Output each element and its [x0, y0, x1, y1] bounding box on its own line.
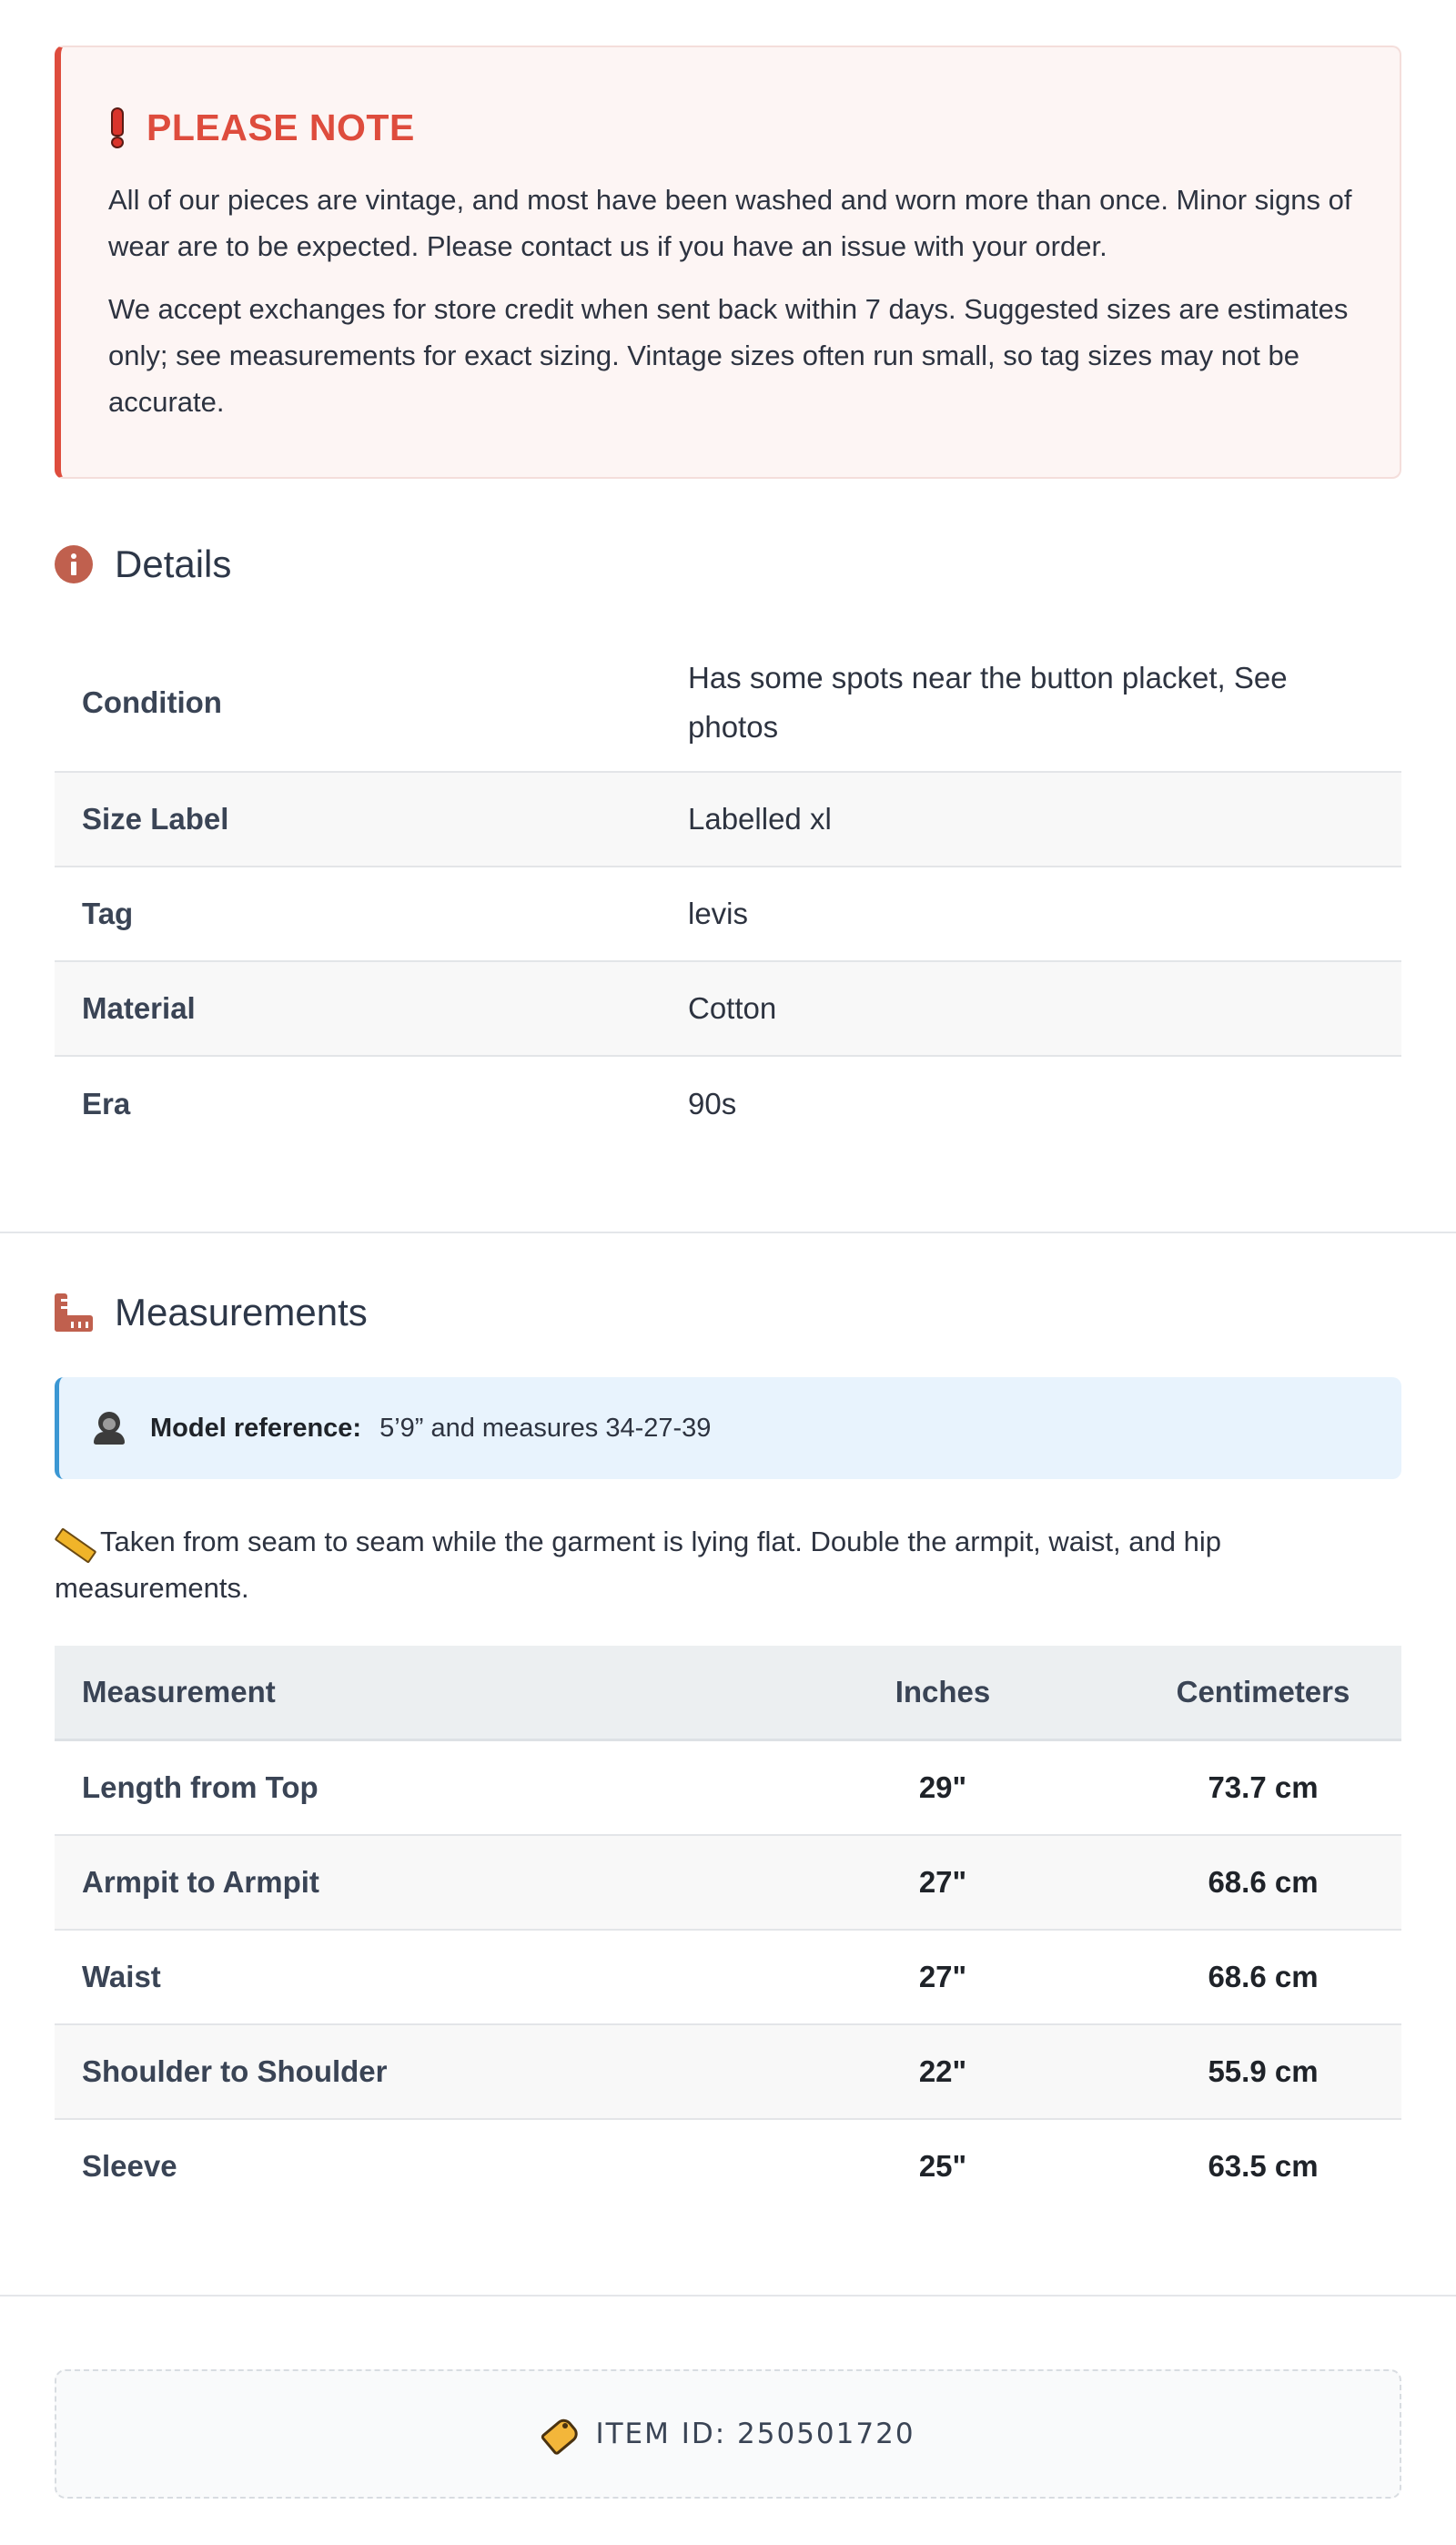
info-icon — [55, 545, 93, 583]
table-row — [55, 2119, 1401, 2213]
column-header: Inches — [761, 1646, 1125, 1740]
measurement-cm: 68.6 cm — [1125, 1930, 1401, 2024]
measurement-cm: 63.5 cm — [1208, 2149, 1319, 2183]
model-reference-value: 5’9” and measures 34-27-39 — [379, 1413, 712, 1443]
measurement-inches: 25" — [918, 2149, 967, 2183]
table-row — [55, 1056, 1401, 1151]
detail-value: Labelled xl — [661, 772, 1401, 867]
exclamation-icon — [108, 107, 126, 147]
detail-value: levis — [661, 867, 1401, 961]
measurement-name: Waist — [55, 1930, 761, 2024]
section-divider — [0, 1232, 1456, 1233]
detail-key: Era — [82, 1086, 131, 1120]
measurement-name: Length from Top — [55, 1740, 761, 1836]
table-row — [55, 634, 1401, 772]
details-table — [55, 634, 1401, 1151]
model-reference-label: Model reference: — [150, 1413, 362, 1443]
measurement-inches: 22" — [761, 2024, 1125, 2119]
detail-key: Condition — [55, 634, 661, 772]
table-row — [55, 1930, 1401, 2024]
measurement-name: Armpit to Armpit — [55, 1835, 761, 1930]
instruction-text: Taken from seam to seam while the garment is lying flat. Double the armpit, waist, and hip measurements. — [55, 1526, 1221, 1604]
measurement-inches: 27" — [761, 1930, 1125, 2024]
notice-title: PLEASE NOTE — [147, 106, 415, 148]
section-divider — [0, 2295, 1456, 2297]
table-row — [55, 1835, 1401, 1930]
measurement-instruction — [55, 1518, 1401, 1611]
detail-value: Has some spots near the button placket, See photos — [661, 634, 1401, 772]
column-header: Measurement — [55, 1646, 761, 1740]
detail-key: Size Label — [55, 772, 661, 867]
table-header-row — [55, 1646, 1401, 1740]
details-title: Details — [115, 542, 232, 585]
please-note-box — [55, 46, 1401, 479]
measurements-heading — [55, 1285, 368, 1340]
detail-value: 90s — [688, 1086, 737, 1120]
table-row — [55, 2024, 1401, 2119]
item-id-label: ITEM ID: 250501720 — [595, 2418, 915, 2450]
measurements-title: Measurements — [115, 1291, 368, 1333]
item-id-box — [55, 2369, 1401, 2499]
detail-key: Material — [55, 961, 661, 1056]
measurement-cm: 55.9 cm — [1125, 2024, 1401, 2119]
model-reference-box — [55, 1377, 1401, 1479]
measurement-name: Sleeve — [82, 2149, 177, 2183]
measurements-table — [55, 1646, 1401, 2213]
table-row — [55, 961, 1401, 1056]
measurement-cm: 68.6 cm — [1125, 1835, 1401, 1930]
detail-key: Tag — [55, 867, 661, 961]
ruler-icon — [55, 1293, 93, 1332]
measurement-inches: 27" — [761, 1835, 1125, 1930]
pencil-icon — [55, 1527, 91, 1555]
table-row — [55, 1740, 1401, 1836]
notice-paragraph: All of our pieces are vintage, and most have been washed and worn more than once. Minor signs of wear are to be expected. Please contact us if you have an issue with your order. — [108, 184, 1352, 262]
details-heading — [55, 537, 231, 592]
measurement-name: Shoulder to Shoulder — [55, 2024, 761, 2119]
measurement-cm: 73.7 cm — [1125, 1740, 1401, 1836]
person-icon — [94, 1412, 125, 1445]
tag-icon — [541, 2416, 577, 2452]
notice-header — [108, 100, 1352, 155]
detail-value: Cotton — [661, 961, 1401, 1056]
table-row — [55, 867, 1401, 961]
column-header: Centimeters — [1125, 1646, 1401, 1740]
table-row — [55, 772, 1401, 867]
notice-paragraph: We accept exchanges for store credit when sent back within 7 days. Suggested sizes are estimates only; see measurements for exact sizing. Vintage sizes often run small, so tag sizes may not be accurate. — [108, 293, 1349, 418]
measurement-inches: 29" — [761, 1740, 1125, 1836]
